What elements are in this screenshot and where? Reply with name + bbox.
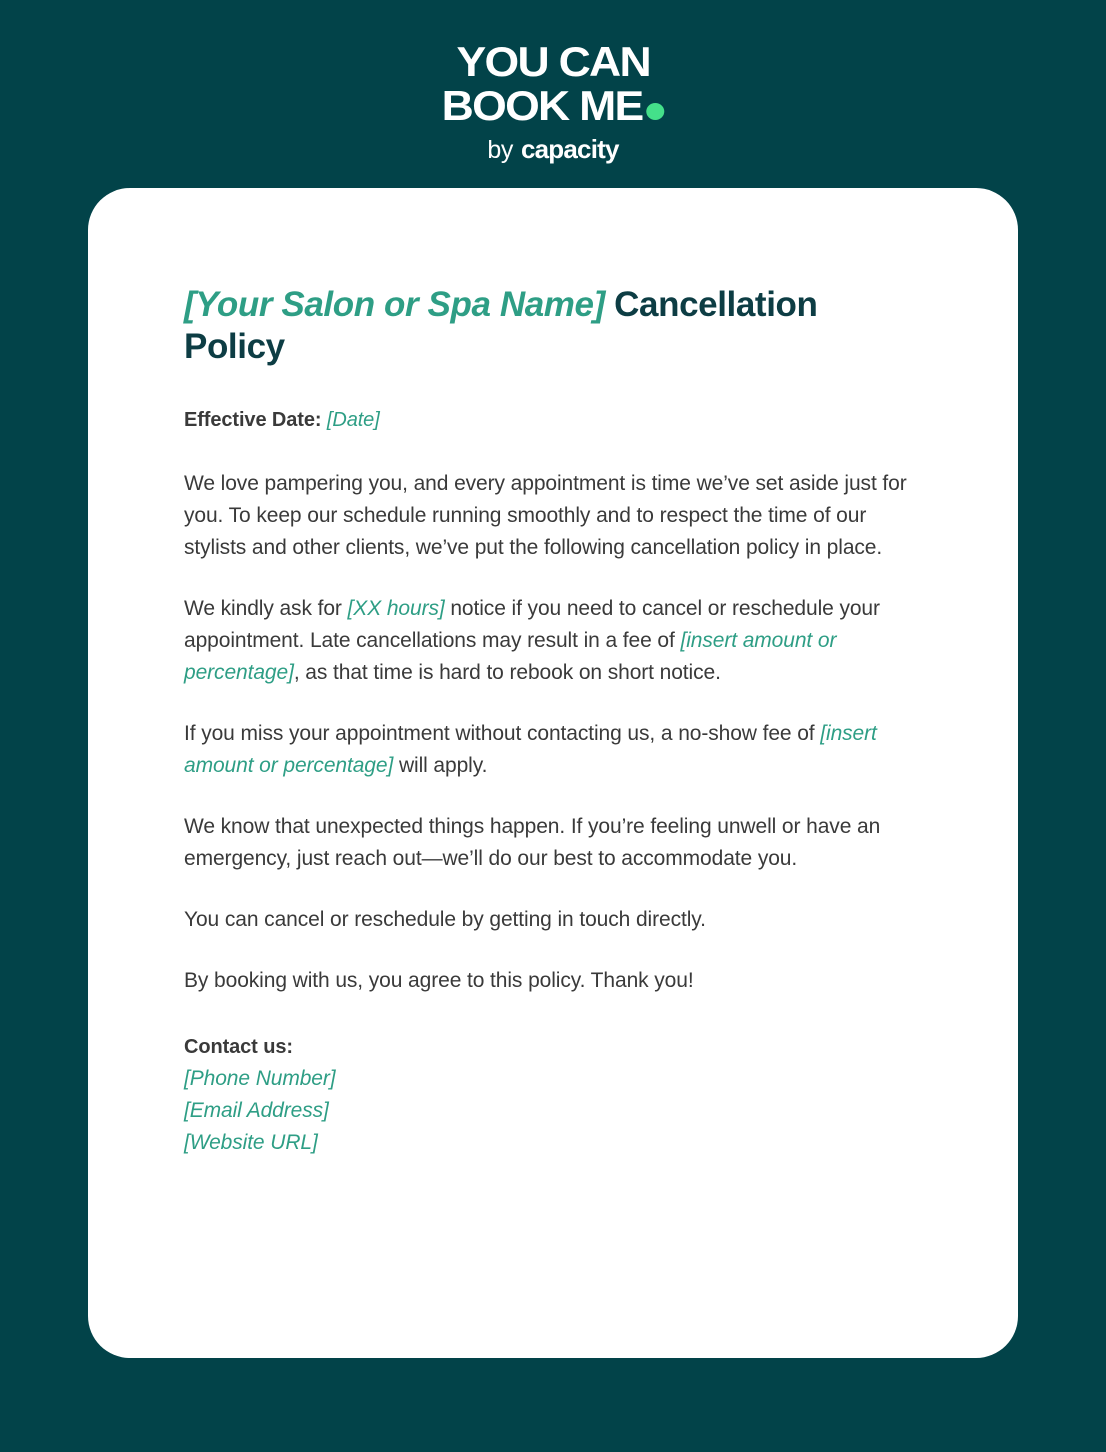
document-card [88,188,1018,1358]
contact-section [184,1031,922,1159]
paragraph-2-part-b: notice if you need to cancel or reschedule your appointment. Late cancellations may result in a fee of [184,597,880,652]
logo-capacity-label: capacity [520,134,619,164]
policy-paragraph-2 [184,593,922,689]
page-title-placeholder: [Your Salon or Spa Name] [184,285,605,324]
effective-date [184,406,922,434]
policy-paragraph-1: We love pampering you, and every appointment is time we’ve set aside just for you. To keep our schedule running smoothly and to respect the time of our stylists and other clients, we’ve put the following cancellation policy in place. [184,472,907,559]
contact-website-placeholder: [Website URL] [184,1131,318,1154]
page-title [184,284,922,368]
policy-paragraph-3 [184,718,922,782]
paragraph-2-part-a: We kindly ask for [184,597,348,620]
policy-paragraph-5: You can cancel or reschedule by getting in touch directly. [184,908,706,931]
paragraph-3-part-a: If you miss your appointment without contacting us, a no-show fee of [184,722,821,745]
logo-line-1 [456,40,649,84]
page-title-rest: Cancellation Policy [184,285,818,366]
paragraph-3-part-b: will apply. [393,754,488,777]
contact-us-label: Contact us: [184,1036,293,1058]
logo-byline [487,134,618,165]
contact-email-placeholder: [Email Address] [184,1099,329,1122]
logo-text-you-can: YOU CAN [456,38,650,85]
noshow-fee-placeholder: [insert amount or percentage] [184,722,877,777]
policy-paragraph-6: By booking with us, you agree to this policy. Thank you! [184,969,694,992]
document-body [88,188,1018,1159]
effective-date-label: Effective Date: [184,409,322,431]
effective-date-value: [Date] [326,409,380,431]
notice-period-placeholder: [XX hours] [347,597,445,620]
logo-dot-icon [647,103,665,120]
brand-logo [0,40,1106,165]
policy-paragraph-4: We know that unexpected things happen. If you’re feeling unwell or have an emergency, just reach out—we’ll do our best to accommodate you. [184,815,881,870]
contact-phone-placeholder: [Phone Number] [184,1067,336,1090]
late-fee-placeholder: [insert amount or percentage] [184,629,837,684]
logo-text-book-me: BOOK ME [441,82,643,129]
logo-line-2 [441,84,664,128]
paragraph-2-part-c: , as that time is hard to rebook on short notice. [293,661,721,684]
logo-by-label: by [487,136,513,164]
